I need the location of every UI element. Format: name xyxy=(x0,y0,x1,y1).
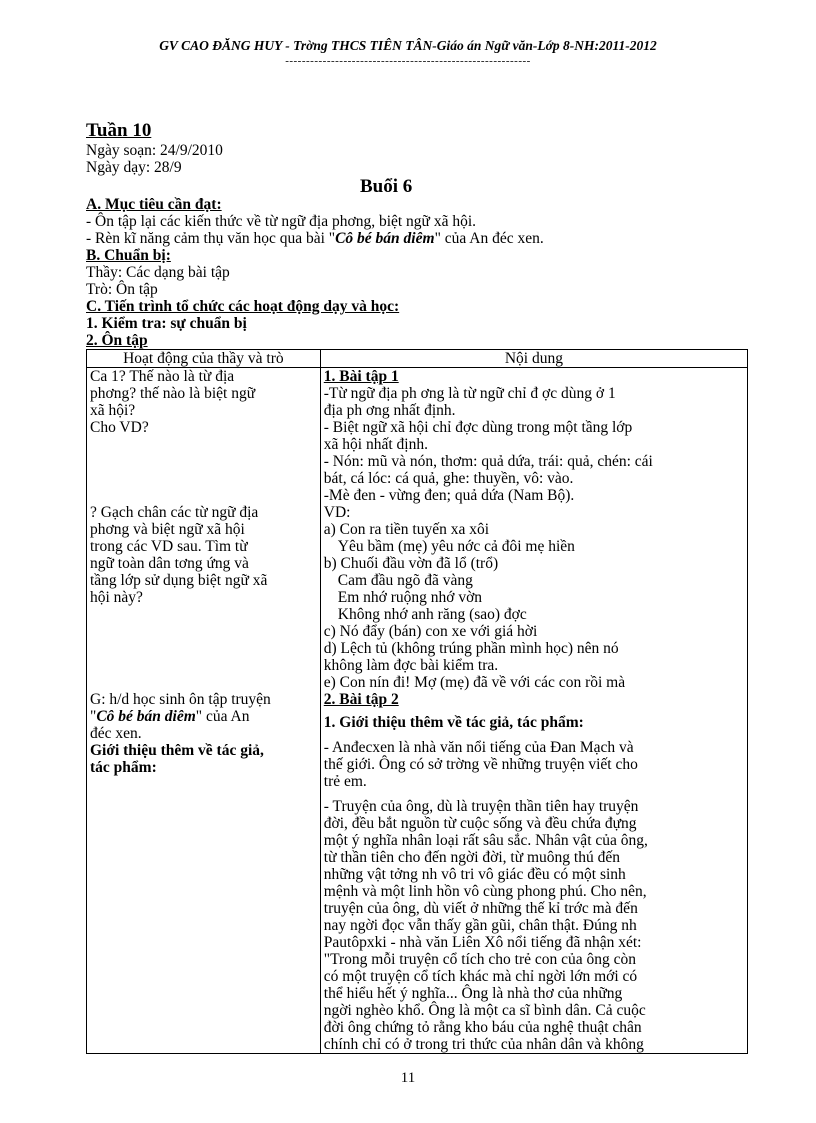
step-1: 1. Kiểm tra: sự chuẩn bị xyxy=(86,315,247,332)
lesson-table xyxy=(86,349,748,1054)
session-title: Buổi 6 xyxy=(360,176,413,197)
week-title: Tuần 10 xyxy=(86,120,152,141)
teach-date: Ngày dạy: 28/9 xyxy=(86,159,182,176)
page-number: 11 xyxy=(400,1070,416,1086)
content-cell: 1. Bài tập 1 -Từ ngữ địa ph ơng là từ ngữ chỉ đ ợc dùng ở 1 địa ph ơng nhất định. - Biệt ngữ xã hội chỉ đợc dùng trong một tầng lớp xã hội nhất định. - Nón: mũ và nón, thơm: quả dứa, trái: quả, chén: cái bát, cá lóc: cá quả, ghe: thuyền, vô: vào. -Mè đen - vừng đen; quả dứa (Nam Bộ). VD: a) Con ra tiền tuyến xa xôi Yêu bầm (mẹ) yêu nớc cả đôi mẹ hiền b) Chuối đầu vờn đã lổ (trổ) Cam đầu ngõ đã vàng Em nhớ ruộng nhớ vờn Không nhớ anh răng (sao) đợc c) Nó đẩy (bán) con xe với giá hời d) Lệch tủ (không trúng phần mình học) nên nó không làm đợc bài kiểm tra. e) Con nín đi! Mợ (mẹ) đã về với các con rồi mà 2. Bài tập 2 1. Giới thiệu thêm về tác giả, tác phẩm: - Anđecxen là nhà văn nổi tiếng của Đan Mạch và thế giới. Ông có sở trờng về những truyện viết cho trẻ em. - Truyện của ông, dù là truyện thần tiên hay truyện đời, đều bắt nguồn từ cuộc sống và đều chứa đựng một ý nghĩa nhân loại rất sâu sắc. Nhân vật của ông, từ thần tiên cho đến ngời đời, từ muông thú đến những vật tởng nh vô tri vô giác đều có một sinh mệnh và một linh hồn vô cùng phong phú. Cho nên, truyện của ông, dù viết ở những thế kỉ trớc mà đến nay ngời đọc vẫn thấy gần gũi, chân thật. Đúng nh Pautôpxki - nhà văn Liên Xô nổi tiếng đã nhận xét: "Trong mỗi truyện cổ tích cho trẻ con của ông còn có một truyện cổ tích khác mà chỉ ngời lớn mới có thể hiểu hết ý nghĩa... Ông là nhà thơ của những ngời nghèo khổ. Ông là một ca sĩ bình dân. Cả cuộc đời ông chứng tỏ rằng kho báu của nghệ thuật chân chính chỉ có ở trong tri thức của nhân dân và không xyxy=(320,368,747,1054)
col-header-content: Nội dung xyxy=(320,350,747,368)
section-a-heading: A. Mục tiêu cần đạt: xyxy=(86,196,222,213)
section-c-heading: C. Tiến trình tổ chức các hoạt động dạy và học: xyxy=(86,298,400,315)
objective-line-2: - Rèn kĩ năng cảm thụ văn học qua bài "Cô bé bán diêm" của An đéc xen. xyxy=(86,230,544,247)
page-header: GV CAO ĐĂNG HUY - Trờng THCS TIÊN TÂN-Giáo án Ngữ văn-Lớp 8-NH:2011-2012 xyxy=(159,38,657,53)
table-row xyxy=(87,368,748,1054)
objective-line-1: - Ôn tập lại các kiến thức về từ ngữ địa phơng, biệt ngữ xã hội. xyxy=(86,213,477,230)
section-b-heading: B. Chuẩn bị: xyxy=(86,247,171,264)
header-divider: ----------------------------------------------------------- xyxy=(285,55,531,67)
col-header-activities: Hoạt động của thầy và trò xyxy=(87,350,321,368)
author-paragraph: - Anđecxen là nhà văn nổi tiếng của Đan Mạch và thế giới. Ông có sở trờng về những truyện viết cho trẻ em. xyxy=(323,739,638,790)
table-header-row xyxy=(87,350,748,368)
prep-date: Ngày soạn: 24/9/2010 xyxy=(86,142,223,159)
student-prep: Trò: Ôn tập xyxy=(86,281,158,298)
step-2: 2. Ôn tập xyxy=(86,332,148,349)
works-paragraph: - Truyện của ông, dù là truyện thần tiên hay truyện đời, đều bắt nguồn từ cuộc sống và đều chứa đựng một ý nghĩa nhân loại rất sâu sắc. Nhân vật của ông, từ thần tiên cho đến ngời đời, từ muông thú đến những vật tởng nh vô tri vô giác đều có một sinh mệnh và một linh hồn vô cùng phong phú. Cho nên, truyện của ông, dù viết ở những thế kỉ trớc mà đến nay ngời đọc vẫn thấy gần gũi, chân thật. Đúng nh Pautôpxki - nhà văn Liên Xô nổi tiếng đã nhận xét: "Trong mỗi truyện cổ tích cho trẻ con của ông còn có một truyện cổ tích khác mà chỉ ngời lớn mới có thể hiểu hết ý nghĩa... Ông là nhà thơ của những ngời nghèo khổ. Ông là một ca sĩ bình dân. Cả cuộc đời ông chứng tỏ rằng kho báu của nghệ thuật chân chính chỉ có ở trong tri thức của nhân dân và không xyxy=(323,798,648,1053)
activities-cell: Ca 1? Thế nào là từ địa phơng? thế nào là biệt ngữ xã hội? Cho VD? ? Gạch chân các từ ngữ địa phơng và biệt ngữ xã hội trong các VD sau. Tìm từ ngữ toàn dân tơng ứng và tầng lớp sử dụng biệt ngữ xã hội này? G: h/d học sinh ôn tập truyện "Cô bé bán diêm" của An đéc xen. Giới thiệu thêm về tác giả, tác phẩm: xyxy=(87,368,321,1054)
teacher-prep: Thầy: Các dạng bài tập xyxy=(86,264,230,281)
